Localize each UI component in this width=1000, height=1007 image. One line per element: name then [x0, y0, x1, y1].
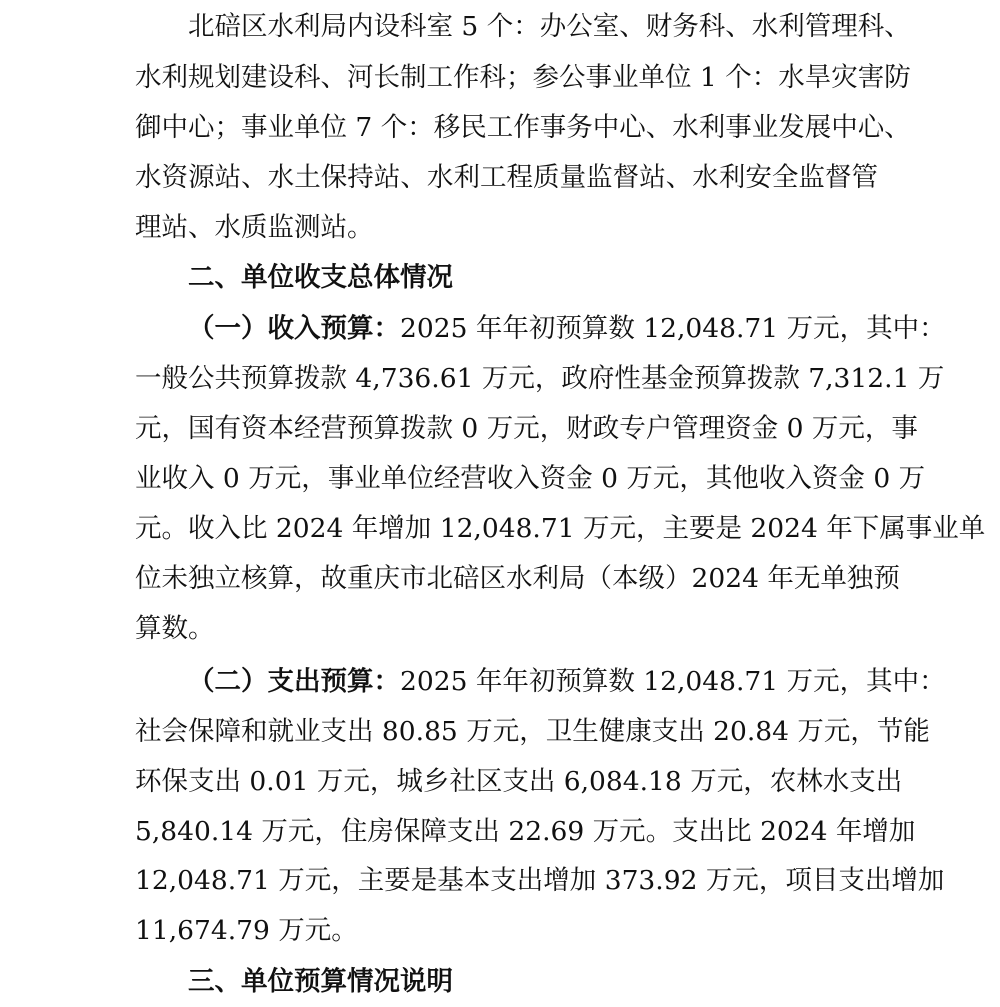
expenditure-line-5: 12,048.71 万元，主要是基本支出增加 373.92 万元，项目支出增加	[135, 865, 945, 896]
paragraph-1-line-5: 理站、水质监测站。	[135, 212, 374, 243]
income-line-3: 元，国有资本经营预算拨款 0 万元，财政专户管理资金 0 万元，事	[135, 413, 918, 444]
income-line-4: 业收入 0 万元，事业单位经营收入资金 0 万元，其他收入资金 0 万	[135, 463, 926, 494]
income-line-1	[188, 312, 946, 346]
section-heading-2: 二、单位收支总体情况	[188, 262, 453, 293]
income-line-2: 一般公共预算拨款 4,736.61 万元，政府性基金预算拨款 7,312.1 万	[135, 363, 945, 394]
income-line-5: 元。收入比 2024 年增加 12,048.71 万元，主要是 2024 年下属事业单	[135, 513, 986, 544]
income-line-7: 算数。	[135, 613, 215, 644]
income-line-6: 位未独立核算，故重庆市北碚区水利局（本级）2024 年无单独预	[135, 563, 900, 594]
expenditure-line-1	[188, 665, 946, 699]
expenditure-line-4: 5,840.14 万元，住房保障支出 22.69 万元。支出比 2024 年增加	[135, 816, 916, 847]
section-heading-3: 三、单位预算情况说明	[188, 966, 453, 997]
expenditure-line-2: 社会保障和就业支出 80.85 万元，卫生健康支出 20.84 万元，节能	[135, 716, 930, 747]
income-lead: （一）收入预算：	[188, 313, 400, 344]
expenditure-lead: （二）支出预算：	[188, 666, 400, 697]
paragraph-1-line-2: 水利规划建设科、河长制工作科；参公事业单位 1 个：水旱灾害防	[135, 62, 911, 93]
expenditure-line-1-rest: 2025 年年初预算数 12,048.71 万元，其中：	[400, 666, 946, 697]
expenditure-line-3: 环保支出 0.01 万元，城乡社区支出 6,084.18 万元，农林水支出	[135, 766, 903, 797]
paragraph-1-line-4: 水资源站、水土保持站、水利工程质量监督站、水利安全监督管	[135, 162, 878, 193]
paragraph-1-line-1: 北碚区水利局内设科室 5 个：办公室、财务科、水利管理科、	[188, 11, 911, 42]
paragraph-1-line-3: 御中心；事业单位 7 个：移民工作事务中心、水利事业发展中心、	[135, 112, 911, 143]
income-line-1-rest: 2025 年年初预算数 12,048.71 万元，其中：	[400, 313, 946, 344]
expenditure-line-6: 11,674.79 万元。	[135, 915, 358, 946]
